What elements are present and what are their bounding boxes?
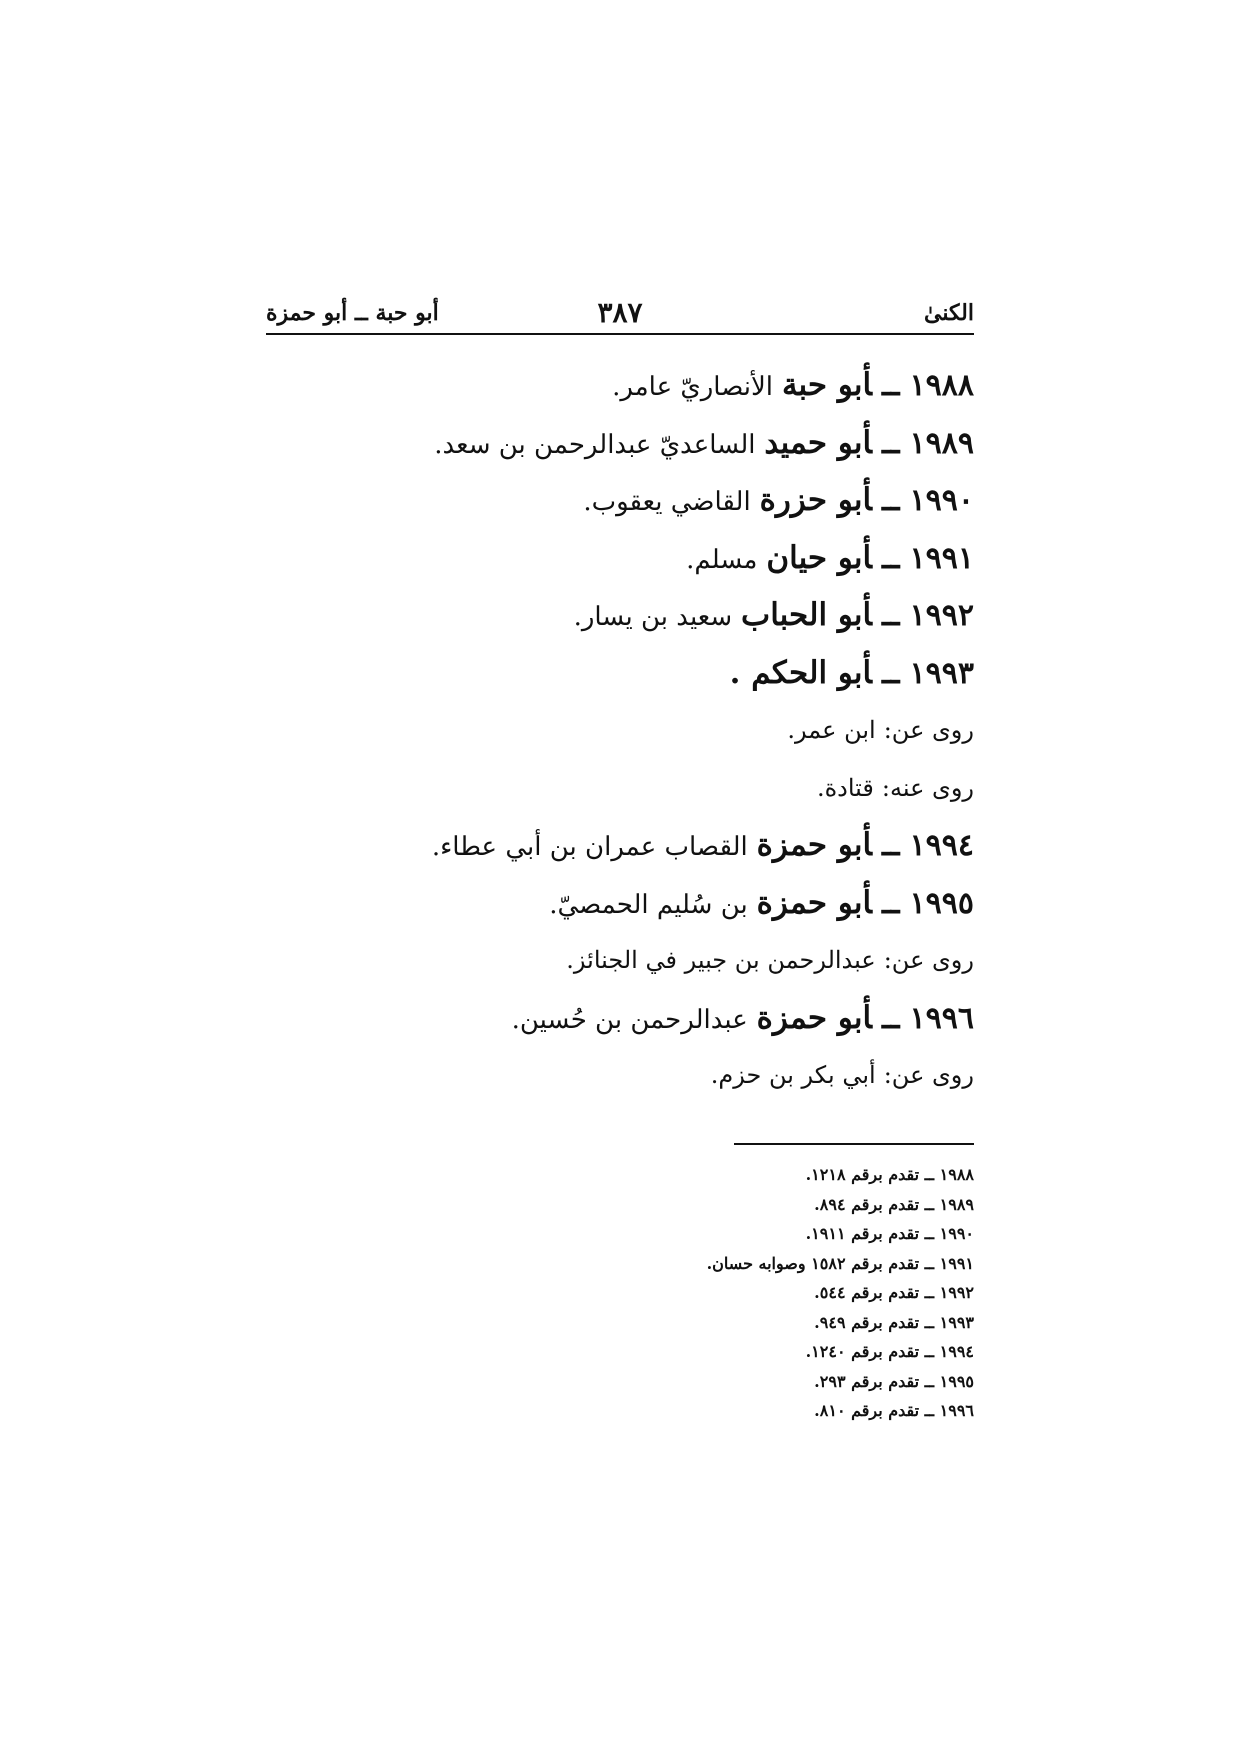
entry-number: ١٩٩٥ xyxy=(909,885,974,921)
narration-value: ابن عمر. xyxy=(787,716,876,744)
narration-label: روى عن: xyxy=(883,716,974,744)
entry-number: ١٩٩٠ xyxy=(909,483,974,518)
entry-kunya: أبو حمزة xyxy=(756,884,872,921)
narration-line xyxy=(266,932,974,990)
entry-number: ١٩٩٦ xyxy=(909,1000,974,1036)
entry-name: الساعديّ عبدالرحمن بن سعد. xyxy=(434,429,756,460)
entry-1993 xyxy=(266,645,974,703)
entry-dash: ــ xyxy=(881,368,900,403)
footnote-line: ١٩٩٤ ــ تقدم برقم ١٢٤٠. xyxy=(805,1342,974,1361)
entry-name: الأنصاريّ عامر. xyxy=(612,372,774,402)
footnote-line: ١٩٩١ ــ تقدم برقم ١٥٨٢ وصوابه حسان. xyxy=(706,1253,974,1273)
entry-kunya: أبو الحكم . xyxy=(729,654,872,691)
entry-dash: ــ xyxy=(881,540,900,576)
footnote-line: ١٩٩٥ ــ تقدم برقم ٢٩٣. xyxy=(814,1371,974,1391)
page-number: ٣٨٧ xyxy=(597,296,643,329)
entry-kunya: أبو حيان xyxy=(766,539,872,576)
entry-name: سعيد بن يسار. xyxy=(573,602,733,632)
narration-value: عبدالرحمن بن جبير في الجنائز. xyxy=(566,946,876,974)
entry-number: ١٩٨٨ xyxy=(909,368,974,403)
entry-kunya: أبو الحباب xyxy=(741,597,872,633)
entry-dash: ــ xyxy=(881,828,900,863)
header-section-title: الكنىٰ xyxy=(924,300,974,326)
footnote-line: ١٩٨٨ ــ تقدم برقم ١٢١٨. xyxy=(805,1165,974,1184)
entries-list xyxy=(266,357,974,1105)
entry-1991 xyxy=(266,530,974,588)
narration-line xyxy=(266,760,974,818)
entry-number: ١٩٩٤ xyxy=(909,828,974,863)
entry-1988 xyxy=(266,357,974,415)
entry-1990 xyxy=(266,472,974,530)
footnote-rule xyxy=(734,1143,974,1145)
footnote-line: ١٩٨٩ ــ تقدم برقم ٨٩٤. xyxy=(814,1194,974,1214)
narration-line xyxy=(266,702,974,760)
running-header xyxy=(266,296,974,336)
entry-1995 xyxy=(266,875,974,933)
footnotes xyxy=(474,1160,974,1426)
header-rule xyxy=(266,333,974,335)
footnote-line: ١٩٩٠ ــ تقدم برقم ١٩١١. xyxy=(805,1224,974,1243)
entry-kunya: أبو حبة xyxy=(781,367,872,403)
entry-kunya: أبو حزرة xyxy=(759,482,872,518)
entry-name: عبدالرحمن بن حُسين. xyxy=(511,1004,748,1035)
entry-name: بن سُليم الحمصيّ. xyxy=(549,889,748,920)
footnote-line: ١٩٩٦ ــ تقدم برقم ٨١٠. xyxy=(814,1401,974,1420)
entry-dash: ــ xyxy=(881,885,900,921)
entry-number: ١٩٨٩ xyxy=(909,425,974,461)
entry-1992 xyxy=(266,587,974,645)
entry-name: القصاب عمران بن أبي عطاء. xyxy=(431,832,748,862)
narration-value: قتادة. xyxy=(816,773,874,802)
entry-dash: ــ xyxy=(881,598,900,633)
entry-dash: ــ xyxy=(881,1000,900,1036)
entry-1996 xyxy=(266,990,974,1048)
narration-line xyxy=(266,1047,974,1105)
narration-value: أبي بكر بن حزم. xyxy=(710,1061,876,1089)
footnote-line: ١٩٩٢ ــ تقدم برقم ٥٤٤. xyxy=(814,1283,974,1302)
entry-number: ١٩٩٣ xyxy=(909,655,974,691)
entry-name: مسلم. xyxy=(686,544,758,575)
narration-label: روى عن: xyxy=(883,1061,974,1089)
entry-number: ١٩٩٢ xyxy=(909,598,974,633)
entry-kunya: أبو حمزة xyxy=(756,999,872,1036)
entry-1989 xyxy=(266,415,974,473)
narration-label: روى عنه: xyxy=(881,773,974,802)
entry-dash: ــ xyxy=(881,655,900,691)
header-range: أبو حبة ــ أبو حمزة xyxy=(266,300,439,326)
entry-dash: ــ xyxy=(881,483,900,518)
entry-1994 xyxy=(266,817,974,875)
entry-dash: ــ xyxy=(881,425,900,461)
footnote-line: ١٩٩٣ ــ تقدم برقم ٩٤٩. xyxy=(814,1312,974,1332)
entry-kunya: أبو حميد xyxy=(764,424,872,461)
narration-label: روى عن: xyxy=(883,946,974,974)
entry-name: القاضي يعقوب. xyxy=(583,487,751,517)
entry-number: ١٩٩١ xyxy=(909,540,974,576)
entry-kunya: أبو حمزة xyxy=(756,827,872,863)
